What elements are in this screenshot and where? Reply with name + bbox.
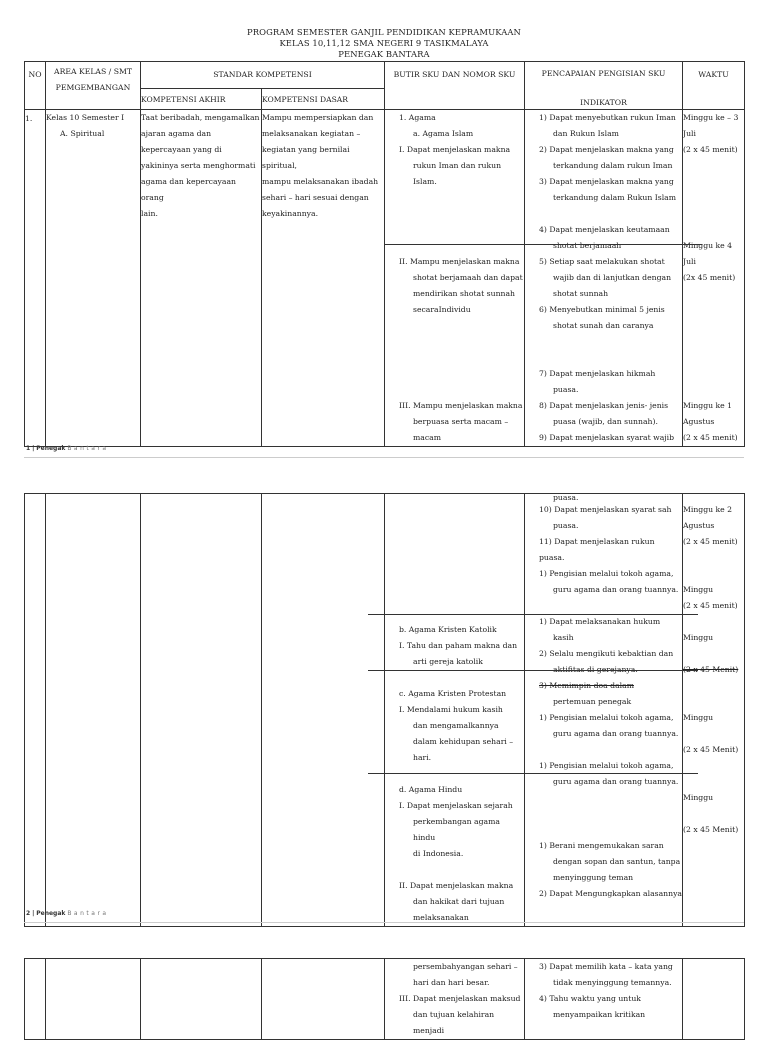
waktu-line: Minggu — [683, 585, 714, 594]
butir-line: dan mengamalkannya — [413, 721, 499, 730]
waktu-line: Minggu ke – 3 — [683, 113, 739, 122]
empty-ka-cell — [141, 959, 262, 1040]
indikator-line: 3) Memimpin doa dalam — [539, 681, 634, 690]
indikator-line: aktifitas di gerejanya. — [553, 665, 638, 674]
butir-line: I. Dapat menjelaskan makna — [399, 145, 511, 154]
header-kompetensi-dasar: KOMPETENSI DASAR — [262, 88, 385, 109]
waktu-line: Minggu ke 1 — [683, 401, 733, 410]
empty-no-cell — [25, 959, 46, 1040]
indikator-line: 3) Dapat menjelaskan makna yang — [539, 177, 674, 186]
program-table-page-3 — [24, 958, 745, 1040]
waktu-line: Minggu — [683, 713, 714, 722]
empty-no-cell — [25, 494, 46, 927]
footer-brand-2: Bantara — [67, 910, 109, 917]
footer-separator: | — [32, 910, 35, 917]
waktu-line: (2 x 45 Menit) — [683, 745, 739, 754]
butir-line: dalam kehidupan sehari – — [413, 737, 514, 746]
butir-line: hari. — [413, 753, 432, 762]
indikator-line: 1) Dapat melaksanakan hukum — [539, 617, 661, 626]
waktu-line: Juli — [683, 129, 696, 138]
waktu-line: Juli — [683, 257, 696, 266]
doc-title-line-3: PENEGAK BANTARA — [338, 49, 430, 59]
header-butir: BUTIR SKU DAN NOMOR SKU — [385, 62, 525, 110]
indikator-line: 6) Menyebutkan minimal 5 jenis — [539, 305, 665, 314]
header-indikator: INDIKATOR — [580, 98, 627, 107]
indikator-line: 2) Selalu mengikuti kebaktian dan — [539, 649, 674, 658]
indikator-line: puasa. — [553, 494, 579, 502]
butir-line: I. Tahu dan paham makna dan — [399, 641, 518, 650]
indikator-line: puasa (wajib, dan sunnah). — [553, 417, 658, 426]
butir-line: macam — [413, 433, 442, 442]
butir-line: berpuasa serta macam – — [413, 417, 509, 426]
section-divider — [368, 773, 698, 774]
indikator-line: wajib dan di lanjutkan dengan — [553, 273, 672, 282]
butir-line: III. Dapat menjelaskan maksud — [399, 994, 521, 1003]
butir-line: secaraIndividu — [413, 305, 471, 314]
waktu-cell — [683, 110, 745, 447]
ka-line: lain. — [141, 209, 158, 218]
area-line: A. Spiritual — [60, 129, 105, 138]
footer-rule — [24, 922, 744, 923]
indikator-cell — [525, 110, 683, 447]
page-number: 1 — [26, 445, 31, 452]
butir-line: Islam. — [413, 177, 437, 186]
butir-line: persembahyangan sehari – — [413, 962, 518, 971]
butir-sku-cell — [385, 110, 525, 447]
doc-title-line-1: PROGRAM SEMESTER GANJIL PENDIDIKAN KEPRAMUKAAN — [246, 27, 521, 37]
indikator-line: 1) Pengisian melalui tokoh agama, — [539, 569, 674, 578]
header-pencapaian-line: PENCAPAIAN PENGISIAN SKU — [541, 69, 666, 78]
indikator-line: menyampaikan kritikan — [553, 1010, 646, 1019]
ka-line: ajaran agama dan — [141, 129, 212, 138]
butir-line: a. Agama Islam — [413, 129, 474, 138]
indikator-line: tidak menyinggung temannya. — [553, 978, 672, 987]
waktu-line: Agustus — [683, 417, 715, 426]
indikator-line: 1) Berani mengemukakan saran — [539, 841, 664, 850]
butir-line: I. Mendalami hukum kasih — [399, 705, 503, 714]
header-area — [46, 62, 141, 110]
indikator-cell — [525, 494, 683, 927]
indikator-line: kasih — [553, 633, 574, 642]
butir-sku-cell — [385, 494, 525, 927]
indikator-line: 2) Dapat Mengungkapkan alasannya — [539, 889, 683, 898]
indikator-line: 1) Dapat menyebutkan rukun Iman — [539, 113, 676, 122]
indikator-line: shotat sunnah — [553, 289, 609, 298]
indikator-line: guru agama dan orang tuannya. — [553, 729, 679, 738]
waktu-line: Minggu — [683, 633, 714, 642]
footer-rule — [24, 457, 744, 458]
indikator-line: 10) Dapat menjelaskan syarat sah — [539, 505, 672, 514]
row-number: 1. — [25, 110, 46, 447]
waktu-line: (2 x 45 Menit) — [683, 665, 739, 674]
kompetensi-akhir-cell — [141, 110, 262, 447]
footer-separator: | — [32, 445, 35, 452]
ka-line: yakininya serta menghormati — [141, 161, 256, 170]
area-cell — [46, 110, 141, 447]
header-area-line-2: PEMGEMBANGAN — [55, 83, 131, 92]
butir-line: I. Dapat menjelaskan sejarah — [399, 801, 513, 810]
butir-line: d. Agama Hindu — [399, 785, 463, 794]
header-kompetensi-akhir: KOMPETENSI AKHIR — [141, 88, 262, 109]
empty-kd-cell — [262, 959, 385, 1040]
empty-waktu-cell — [683, 959, 745, 1040]
empty-area-cell — [46, 959, 141, 1040]
page-footer-1 — [26, 445, 109, 452]
footer-brand: Penegak — [36, 910, 66, 917]
waktu-cell — [683, 494, 745, 927]
page-footer-2 — [26, 910, 109, 917]
ka-line: kepercayaan yang di — [141, 145, 222, 154]
empty-ka-cell — [141, 494, 262, 927]
waktu-line: (2 x 45 menit) — [683, 537, 738, 546]
waktu-line: (2 x 45 menit) — [683, 601, 738, 610]
indikator-line: shotat berjamaah — [553, 241, 622, 250]
section-divider — [368, 670, 698, 671]
waktu-line: (2 x 45 menit) — [683, 433, 738, 442]
kd-line: Mampu mempersiapkan dan — [262, 113, 374, 122]
waktu-line: (2 x 45 menit) — [683, 145, 738, 154]
kd-line: melaksanakan kegiatan – — [262, 129, 361, 138]
indikator-line: 2) Dapat menjelaskan makna yang — [539, 145, 674, 154]
butir-line: arti gereja katolik — [413, 657, 483, 666]
kd-line: keyakinannya. — [262, 209, 319, 218]
footer-brand-2: Bantara — [67, 445, 109, 452]
butir-line: 1. Agama — [399, 113, 436, 122]
indikator-line: 1) Pengisian melalui tokoh agama, — [539, 713, 674, 722]
empty-kd-cell — [262, 494, 385, 927]
indikator-line: 3) Dapat memilih kata – kata yang — [539, 962, 673, 971]
butir-line: di Indonesia. — [413, 849, 464, 858]
indikator-line: 8) Dapat menjelaskan jenis- jenis — [539, 401, 669, 410]
kd-line: kegiatan yang bernilai spiritual, — [262, 145, 350, 170]
indikator-line: dan Rukun Islam — [553, 129, 619, 138]
header-standar: STANDAR KOMPETENSI — [141, 62, 385, 89]
butir-sku-cell — [385, 959, 525, 1040]
indikator-line: 1) Pengisian melalui tokoh agama, — [539, 761, 674, 770]
footer-brand: Penegak — [36, 445, 66, 452]
program-table-page-2 — [24, 493, 745, 927]
doc-title-line-2: KELAS 10,11,12 SMA NEGERI 9 TASIKMALAYA — [279, 38, 489, 48]
program-table-page-1 — [24, 61, 745, 447]
kompetensi-dasar-cell — [262, 110, 385, 447]
area-line: Kelas 10 Semester I — [46, 113, 125, 122]
butir-line: II. Mampu menjelaskan makna — [399, 257, 520, 266]
butir-line: perkembangan agama hindu — [413, 817, 500, 842]
kd-line: mampu melaksanakan ibadah — [262, 177, 379, 186]
indikator-line: dengan sopan dan santun, tanpa — [553, 857, 681, 866]
waktu-line: Minggu — [683, 793, 714, 802]
indikator-line: 4) Tahu waktu yang untuk — [539, 994, 641, 1003]
butir-line: dan tujuan kelahiran menjadi — [413, 1010, 495, 1035]
kd-line: sehari – hari sesuai dengan — [262, 193, 369, 202]
waktu-line: (2x 45 menit) — [683, 273, 736, 282]
indikator-line: 4) Dapat menjelaskan keutamaan — [539, 225, 670, 234]
indikator-line: shotat sunah dan caranya — [553, 321, 654, 330]
indikator-line: guru agama dan orang tuannya. — [553, 585, 679, 594]
ka-line: agama dan kepercayaan orang — [141, 177, 237, 202]
indikator-line: 9) Dapat menjelaskan syarat wajib — [539, 433, 675, 442]
header-waktu: WAKTU — [683, 62, 745, 110]
indikator-line: guru agama dan orang tuannya. — [553, 777, 679, 786]
indikator-line: 7) Dapat menjelaskan hikmah — [539, 369, 656, 378]
section-divider — [368, 614, 698, 615]
indikator-line: 11) Dapat menjelaskan rukun puasa. — [539, 537, 655, 562]
butir-line: melaksanakan — [413, 913, 469, 922]
butir-line: shotat berjamaah dan dapat — [413, 273, 523, 282]
ka-line: Taat beribadah, mengamalkan — [141, 113, 260, 122]
page-number: 2 — [26, 910, 31, 917]
indikator-line: menyinggung teman — [553, 873, 634, 882]
section-divider — [384, 244, 702, 245]
butir-line: hari dan hari besar. — [413, 978, 490, 987]
butir-line: b. Agama Kristen Katolik — [399, 625, 497, 634]
indikator-line: 5) Setiap saat melakukan shotat — [539, 257, 665, 266]
indikator-line: terkandung dalam Rukun Islam — [553, 193, 677, 202]
indikator-line: terkandung dalam rukun Iman — [553, 161, 673, 170]
waktu-line: Minggu ke 2 — [683, 505, 733, 514]
header-no: NO — [25, 62, 46, 110]
butir-line: mendirikan shotat sunnah — [413, 289, 516, 298]
butir-line: c. Agama Kristen Protestan — [399, 689, 507, 698]
butir-line: dan hakikat dari tujuan — [413, 897, 505, 906]
butir-line: III. Mampu menjelaskan makna — [399, 401, 523, 410]
header-area-line-1: AREA KELAS / SMT — [54, 67, 132, 76]
butir-line: II. Dapat menjelaskan makna — [399, 881, 514, 890]
indikator-cell — [525, 959, 683, 1040]
indikator-line: puasa. — [553, 521, 579, 530]
waktu-line: Agustus — [683, 521, 715, 530]
waktu-line: Minggu ke 4 — [683, 241, 733, 250]
waktu-line: (2 x 45 Menit) — [683, 825, 739, 834]
indikator-line: pertemuan penegak — [553, 697, 632, 706]
indikator-line: puasa. — [553, 385, 579, 394]
butir-line: rukun Iman dan rukun — [413, 161, 502, 170]
empty-area-cell — [46, 494, 141, 927]
header-pencapaian — [525, 62, 683, 110]
